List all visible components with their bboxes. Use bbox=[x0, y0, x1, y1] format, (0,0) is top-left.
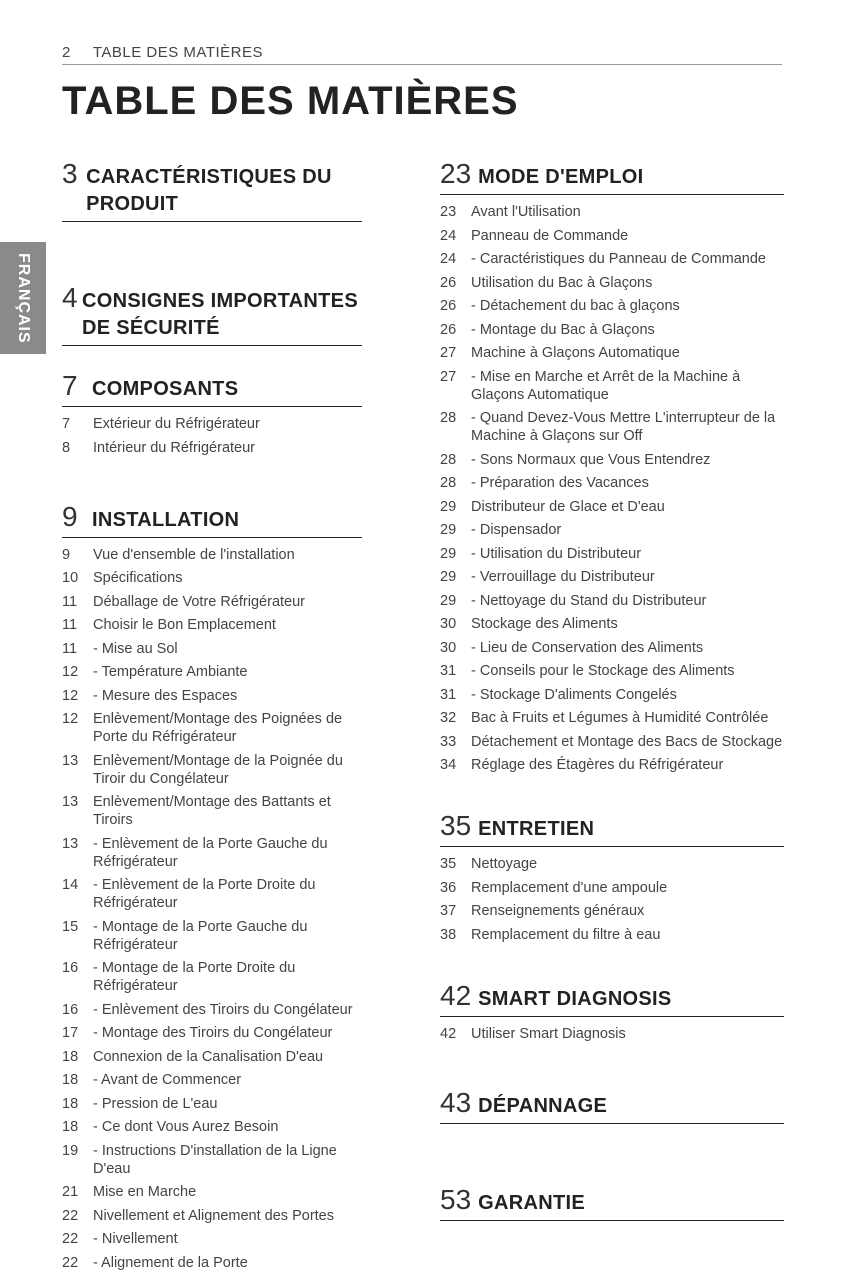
entry-page-number: 13 bbox=[62, 835, 79, 852]
entry-text: Renseignements généraux bbox=[471, 903, 645, 919]
entry-page-number: 16 bbox=[62, 960, 79, 976]
entry-text: - Alignement de la Porte bbox=[93, 1254, 248, 1271]
section-page-number: 7 bbox=[62, 370, 78, 401]
entry-list bbox=[62, 546, 362, 1272]
entry-page-number: 23 bbox=[440, 204, 457, 220]
entry-text: - Montage de la Porte Droite du Réfrigérateur bbox=[93, 960, 296, 994]
toc-entry[interactable] bbox=[440, 686, 784, 704]
toc-entry[interactable] bbox=[440, 498, 784, 516]
entry-text: Bac à Fruits et Légumes à Humidité Contrôlée bbox=[471, 710, 769, 726]
entry-page-number: 32 bbox=[440, 710, 457, 726]
entry-text: - Conseils pour le Stockage des Aliments bbox=[471, 663, 735, 679]
toc-section bbox=[440, 1184, 784, 1221]
toc-entry[interactable] bbox=[62, 415, 362, 433]
entry-text: - Préparation des Vacances bbox=[471, 475, 649, 491]
entry-text: Intérieur du Réfrigérateur bbox=[93, 439, 255, 456]
entry-text: - Ce dont Vous Aurez Besoin bbox=[93, 1119, 279, 1135]
toc-entry[interactable] bbox=[62, 876, 362, 912]
section-page-number: 3 bbox=[62, 158, 78, 189]
entry-text: Déballage de Votre Réfrigérateur bbox=[93, 593, 305, 610]
entry-text: - Mesure des Espaces bbox=[93, 687, 238, 704]
entry-text: - Pression de L'eau bbox=[93, 1095, 218, 1112]
entry-text: Vue d'ensemble de l'installation bbox=[93, 546, 295, 563]
toc-entry[interactable] bbox=[440, 733, 784, 751]
section-page-number: 4 bbox=[62, 282, 78, 313]
section-page-number: 23 bbox=[440, 158, 472, 189]
entry-text: - Montage des Tiroirs du Congélateur bbox=[93, 1025, 333, 1041]
section-heading[interactable] bbox=[62, 282, 362, 346]
toc-entry[interactable] bbox=[62, 1183, 362, 1201]
section-heading[interactable] bbox=[440, 1087, 784, 1124]
entry-text: - Enlèvement de la Porte Droite du Réfrigérateur bbox=[93, 877, 316, 911]
toc-entry[interactable] bbox=[62, 663, 362, 681]
toc-entry[interactable] bbox=[440, 321, 784, 339]
toc-entry[interactable] bbox=[440, 227, 784, 245]
entry-page-number: 15 bbox=[62, 918, 79, 935]
entry-text: - Nivellement bbox=[93, 1231, 178, 1247]
entry-text: Enlèvement/Montage des Poignées de Porte du Réfrigérateur bbox=[93, 711, 343, 745]
section-page-number: 9 bbox=[62, 500, 78, 532]
entry-text: - Mise au Sol bbox=[93, 640, 178, 657]
language-tab-label: FRANÇAIS bbox=[15, 252, 32, 344]
entry-page-number: 22 bbox=[62, 1254, 79, 1271]
entry-text: - Dispensador bbox=[471, 522, 562, 538]
section-page-number: 43 bbox=[440, 1086, 472, 1118]
entry-page-number: 29 bbox=[440, 545, 457, 562]
page-title: TABLE DES MATIÈRES bbox=[62, 79, 519, 123]
toc-entry[interactable] bbox=[62, 569, 362, 587]
section-title: MODE D'EMPLOI bbox=[478, 166, 644, 188]
entry-page-number: 38 bbox=[440, 926, 457, 943]
section-title: CONSIGNES IMPORTANTES DE SÉCURITÉ bbox=[82, 290, 358, 339]
toc-entry[interactable] bbox=[62, 918, 362, 954]
entry-text: - Enlèvement de la Porte Gauche du Réfrigérateur bbox=[93, 835, 328, 870]
running-head bbox=[62, 44, 782, 65]
toc-entry[interactable] bbox=[62, 687, 362, 705]
toc-section bbox=[62, 282, 362, 346]
entry-text: - Température Ambiante bbox=[93, 664, 248, 680]
entry-text: Enlèvement/Montage de la Poignée du Tiroir du Congélateur bbox=[93, 752, 343, 787]
toc-entry[interactable] bbox=[440, 368, 784, 404]
entry-page-number: 29 bbox=[440, 522, 457, 538]
entry-page-number: 31 bbox=[440, 686, 457, 703]
entry-text: - Verrouillage du Distributeur bbox=[471, 569, 655, 585]
entry-page-number: 28 bbox=[440, 410, 457, 426]
entry-text: Panneau de Commande bbox=[471, 227, 629, 244]
toc-entry[interactable] bbox=[440, 662, 784, 680]
entry-page-number: 12 bbox=[62, 711, 79, 727]
section-heading[interactable] bbox=[440, 980, 784, 1017]
section-title: CARACTÉRISTIQUES DU PRODUIT bbox=[86, 166, 332, 215]
entry-page-number: 24 bbox=[440, 227, 457, 244]
toc-entry[interactable] bbox=[440, 879, 784, 897]
toc-entry[interactable] bbox=[440, 545, 784, 563]
section-heading[interactable] bbox=[62, 501, 362, 538]
entry-list bbox=[440, 855, 784, 944]
entry-page-number: 30 bbox=[440, 639, 457, 656]
toc-entry[interactable] bbox=[62, 1071, 362, 1089]
toc-entry[interactable] bbox=[62, 439, 362, 457]
running-head-title: TABLE DES MATIÈRES bbox=[92, 44, 263, 61]
section-title: DÉPANNAGE bbox=[478, 1094, 608, 1117]
section-heading[interactable] bbox=[440, 158, 784, 195]
section-title: COMPOSANTS bbox=[92, 378, 239, 400]
entry-page-number: 24 bbox=[440, 251, 457, 267]
toc-entry[interactable] bbox=[62, 1048, 362, 1066]
entry-page-number: 31 bbox=[440, 663, 457, 679]
entry-text: Utilisation du Bac à Glaçons bbox=[471, 274, 653, 291]
entry-page-number: 26 bbox=[440, 274, 457, 291]
toc-entry[interactable] bbox=[440, 451, 784, 469]
page-number: 2 bbox=[62, 44, 71, 61]
entry-text: - Enlèvement des Tiroirs du Congélateur bbox=[93, 1001, 353, 1018]
toc-entry[interactable] bbox=[62, 793, 362, 829]
toc-entry[interactable] bbox=[62, 1142, 362, 1178]
toc-entry[interactable] bbox=[440, 297, 784, 315]
section-page-number: 35 bbox=[440, 810, 472, 841]
toc-entry[interactable] bbox=[440, 639, 784, 657]
entry-page-number: 19 bbox=[62, 1142, 79, 1159]
entry-page-number: 27 bbox=[440, 345, 457, 361]
entry-text: - Quand Devez-Vous Mettre L'interrupteur de la Machine à Glaçons sur Off bbox=[471, 410, 776, 444]
toc-section bbox=[440, 1087, 784, 1124]
entry-page-number: 29 bbox=[440, 592, 457, 609]
toc-entry[interactable] bbox=[62, 1254, 362, 1272]
entry-text: - Détachement du bac à glaçons bbox=[471, 298, 680, 314]
entry-list bbox=[440, 1025, 784, 1043]
toc-entry[interactable] bbox=[62, 710, 362, 746]
toc-entry[interactable] bbox=[62, 1207, 362, 1225]
toc-entry[interactable] bbox=[62, 1118, 362, 1136]
toc-section bbox=[440, 810, 784, 944]
toc-entry[interactable] bbox=[62, 616, 362, 634]
entry-page-number: 12 bbox=[62, 687, 79, 704]
toc-entry[interactable] bbox=[440, 926, 784, 944]
entry-page-number: 18 bbox=[62, 1095, 79, 1112]
toc-entry[interactable] bbox=[440, 592, 784, 610]
entry-text: Connexion de la Canalisation D'eau bbox=[93, 1048, 324, 1065]
entry-text: Utiliser Smart Diagnosis bbox=[471, 1025, 626, 1042]
toc-entry[interactable] bbox=[440, 1025, 784, 1043]
toc-entry[interactable] bbox=[440, 409, 784, 445]
toc-entry[interactable] bbox=[440, 855, 784, 873]
entry-text: - Avant de Commencer bbox=[93, 1072, 242, 1088]
section-heading[interactable] bbox=[62, 158, 362, 222]
entry-page-number: 11 bbox=[62, 593, 78, 610]
toc-entry[interactable] bbox=[62, 1230, 362, 1248]
toc-entry[interactable] bbox=[62, 752, 362, 788]
entry-page-number: 9 bbox=[62, 546, 71, 563]
entry-text: - Caractéristiques du Panneau de Commande bbox=[471, 251, 766, 267]
entry-page-number: 26 bbox=[440, 298, 457, 314]
entry-page-number: 18 bbox=[62, 1072, 79, 1088]
section-heading[interactable] bbox=[440, 810, 784, 847]
entry-text: Réglage des Étagères du Réfrigérateur bbox=[471, 757, 724, 773]
section-page-number: 53 bbox=[440, 1183, 472, 1215]
entry-text: Remplacement d'une ampoule bbox=[471, 879, 668, 896]
toc-entry[interactable] bbox=[440, 250, 784, 268]
toc-entry[interactable] bbox=[62, 546, 362, 564]
toc-entry[interactable] bbox=[440, 756, 784, 774]
toc-left-column bbox=[62, 158, 362, 1277]
entry-list bbox=[62, 415, 362, 457]
entry-text: Nettoyage bbox=[471, 856, 538, 872]
section-title: SMART DIAGNOSIS bbox=[478, 987, 672, 1010]
section-title: ENTRETIEN bbox=[478, 818, 595, 840]
toc-section bbox=[440, 158, 784, 774]
section-heading[interactable] bbox=[440, 1184, 784, 1221]
toc-entry[interactable] bbox=[440, 274, 784, 292]
entry-text: Avant l'Utilisation bbox=[471, 204, 581, 220]
entry-text: Remplacement du filtre à eau bbox=[471, 926, 661, 943]
toc-entry[interactable] bbox=[440, 203, 784, 221]
entry-text: - Nettoyage du Stand du Distributeur bbox=[471, 592, 707, 609]
entry-page-number: 27 bbox=[440, 368, 457, 385]
entry-page-number: 10 bbox=[62, 570, 79, 586]
entry-page-number: 13 bbox=[62, 752, 79, 769]
toc-entry[interactable] bbox=[62, 640, 362, 658]
section-title: INSTALLATION bbox=[92, 508, 240, 531]
entry-page-number: 7 bbox=[62, 416, 71, 432]
entry-page-number: 29 bbox=[440, 498, 457, 515]
entry-page-number: 8 bbox=[62, 439, 71, 456]
entry-text: - Lieu de Conservation des Aliments bbox=[471, 639, 704, 656]
entry-page-number: 28 bbox=[440, 451, 457, 468]
entry-list bbox=[440, 203, 784, 774]
toc-entry[interactable] bbox=[440, 615, 784, 633]
entry-page-number: 33 bbox=[440, 733, 457, 750]
toc-entry[interactable] bbox=[440, 474, 784, 492]
entry-page-number: 11 bbox=[62, 640, 78, 657]
entry-text: Distributeur de Glace et D'eau bbox=[471, 498, 665, 515]
toc-right-column bbox=[440, 158, 784, 1221]
entry-text: - Sons Normaux que Vous Entendrez bbox=[471, 451, 711, 468]
entry-page-number: 18 bbox=[62, 1119, 79, 1135]
entry-page-number: 12 bbox=[62, 664, 79, 680]
entry-text: - Montage du Bac à Glaçons bbox=[471, 321, 655, 338]
section-heading[interactable] bbox=[62, 370, 362, 407]
entry-page-number: 18 bbox=[62, 1048, 79, 1065]
entry-text: - Instructions D'installation de la Ligne D'eau bbox=[93, 1142, 337, 1177]
entry-page-number: 13 bbox=[62, 794, 79, 810]
section-page-number: 42 bbox=[440, 979, 472, 1011]
entry-text: - Utilisation du Distributeur bbox=[471, 545, 642, 562]
entry-text: - Stockage D'aliments Congelés bbox=[471, 686, 677, 703]
toc-entry[interactable] bbox=[62, 835, 362, 871]
toc-entry[interactable] bbox=[440, 709, 784, 727]
toc-entry[interactable] bbox=[440, 902, 784, 920]
section-title: GARANTIE bbox=[478, 1191, 585, 1214]
toc-entry[interactable] bbox=[440, 344, 784, 362]
entry-page-number: 14 bbox=[62, 877, 79, 893]
entry-page-number: 29 bbox=[440, 569, 457, 585]
toc-entry[interactable] bbox=[440, 521, 784, 539]
toc-entry[interactable] bbox=[62, 1024, 362, 1042]
entry-page-number: 21 bbox=[62, 1184, 79, 1200]
entry-text: Extérieur du Réfrigérateur bbox=[93, 416, 260, 432]
entry-text: - Mise en Marche et Arrêt de la Machine à Glaçons Automatique bbox=[471, 368, 741, 403]
toc-section bbox=[62, 370, 362, 457]
entry-page-number: 11 bbox=[62, 617, 78, 633]
toc-section bbox=[440, 980, 784, 1043]
entry-text: Nivellement et Alignement des Portes bbox=[93, 1207, 334, 1224]
entry-page-number: 26 bbox=[440, 321, 457, 338]
entry-page-number: 28 bbox=[440, 475, 457, 491]
toc-entry[interactable] bbox=[62, 1095, 362, 1113]
entry-text: Mise en Marche bbox=[93, 1184, 197, 1200]
language-tab bbox=[0, 242, 46, 354]
entry-page-number: 36 bbox=[440, 879, 457, 896]
entry-text: Stockage des Aliments bbox=[471, 616, 618, 632]
entry-text: Choisir le Bon Emplacement bbox=[93, 617, 276, 633]
entry-page-number: 16 bbox=[62, 1001, 79, 1018]
toc-section bbox=[62, 158, 362, 222]
entry-text: - Montage de la Porte Gauche du Réfrigérateur bbox=[93, 918, 308, 953]
entry-page-number: 34 bbox=[440, 757, 457, 773]
entry-page-number: 30 bbox=[440, 616, 457, 632]
entry-text: Machine à Glaçons Automatique bbox=[471, 345, 680, 361]
toc-entry[interactable] bbox=[62, 593, 362, 611]
entry-page-number: 22 bbox=[62, 1231, 79, 1247]
toc-section bbox=[62, 501, 362, 1272]
entry-page-number: 35 bbox=[440, 856, 457, 872]
entry-page-number: 37 bbox=[440, 903, 457, 919]
toc-entry[interactable] bbox=[62, 1001, 362, 1019]
entry-page-number: 22 bbox=[62, 1207, 79, 1224]
entry-text: Détachement et Montage des Bacs de Stockage bbox=[471, 733, 783, 750]
entry-page-number: 42 bbox=[440, 1025, 457, 1042]
toc-entry[interactable] bbox=[440, 568, 784, 586]
entry-text: Spécifications bbox=[93, 570, 183, 586]
entry-page-number: 17 bbox=[62, 1025, 79, 1041]
entry-text: Enlèvement/Montage des Battants et Tiroirs bbox=[93, 794, 331, 828]
toc-entry[interactable] bbox=[62, 959, 362, 995]
